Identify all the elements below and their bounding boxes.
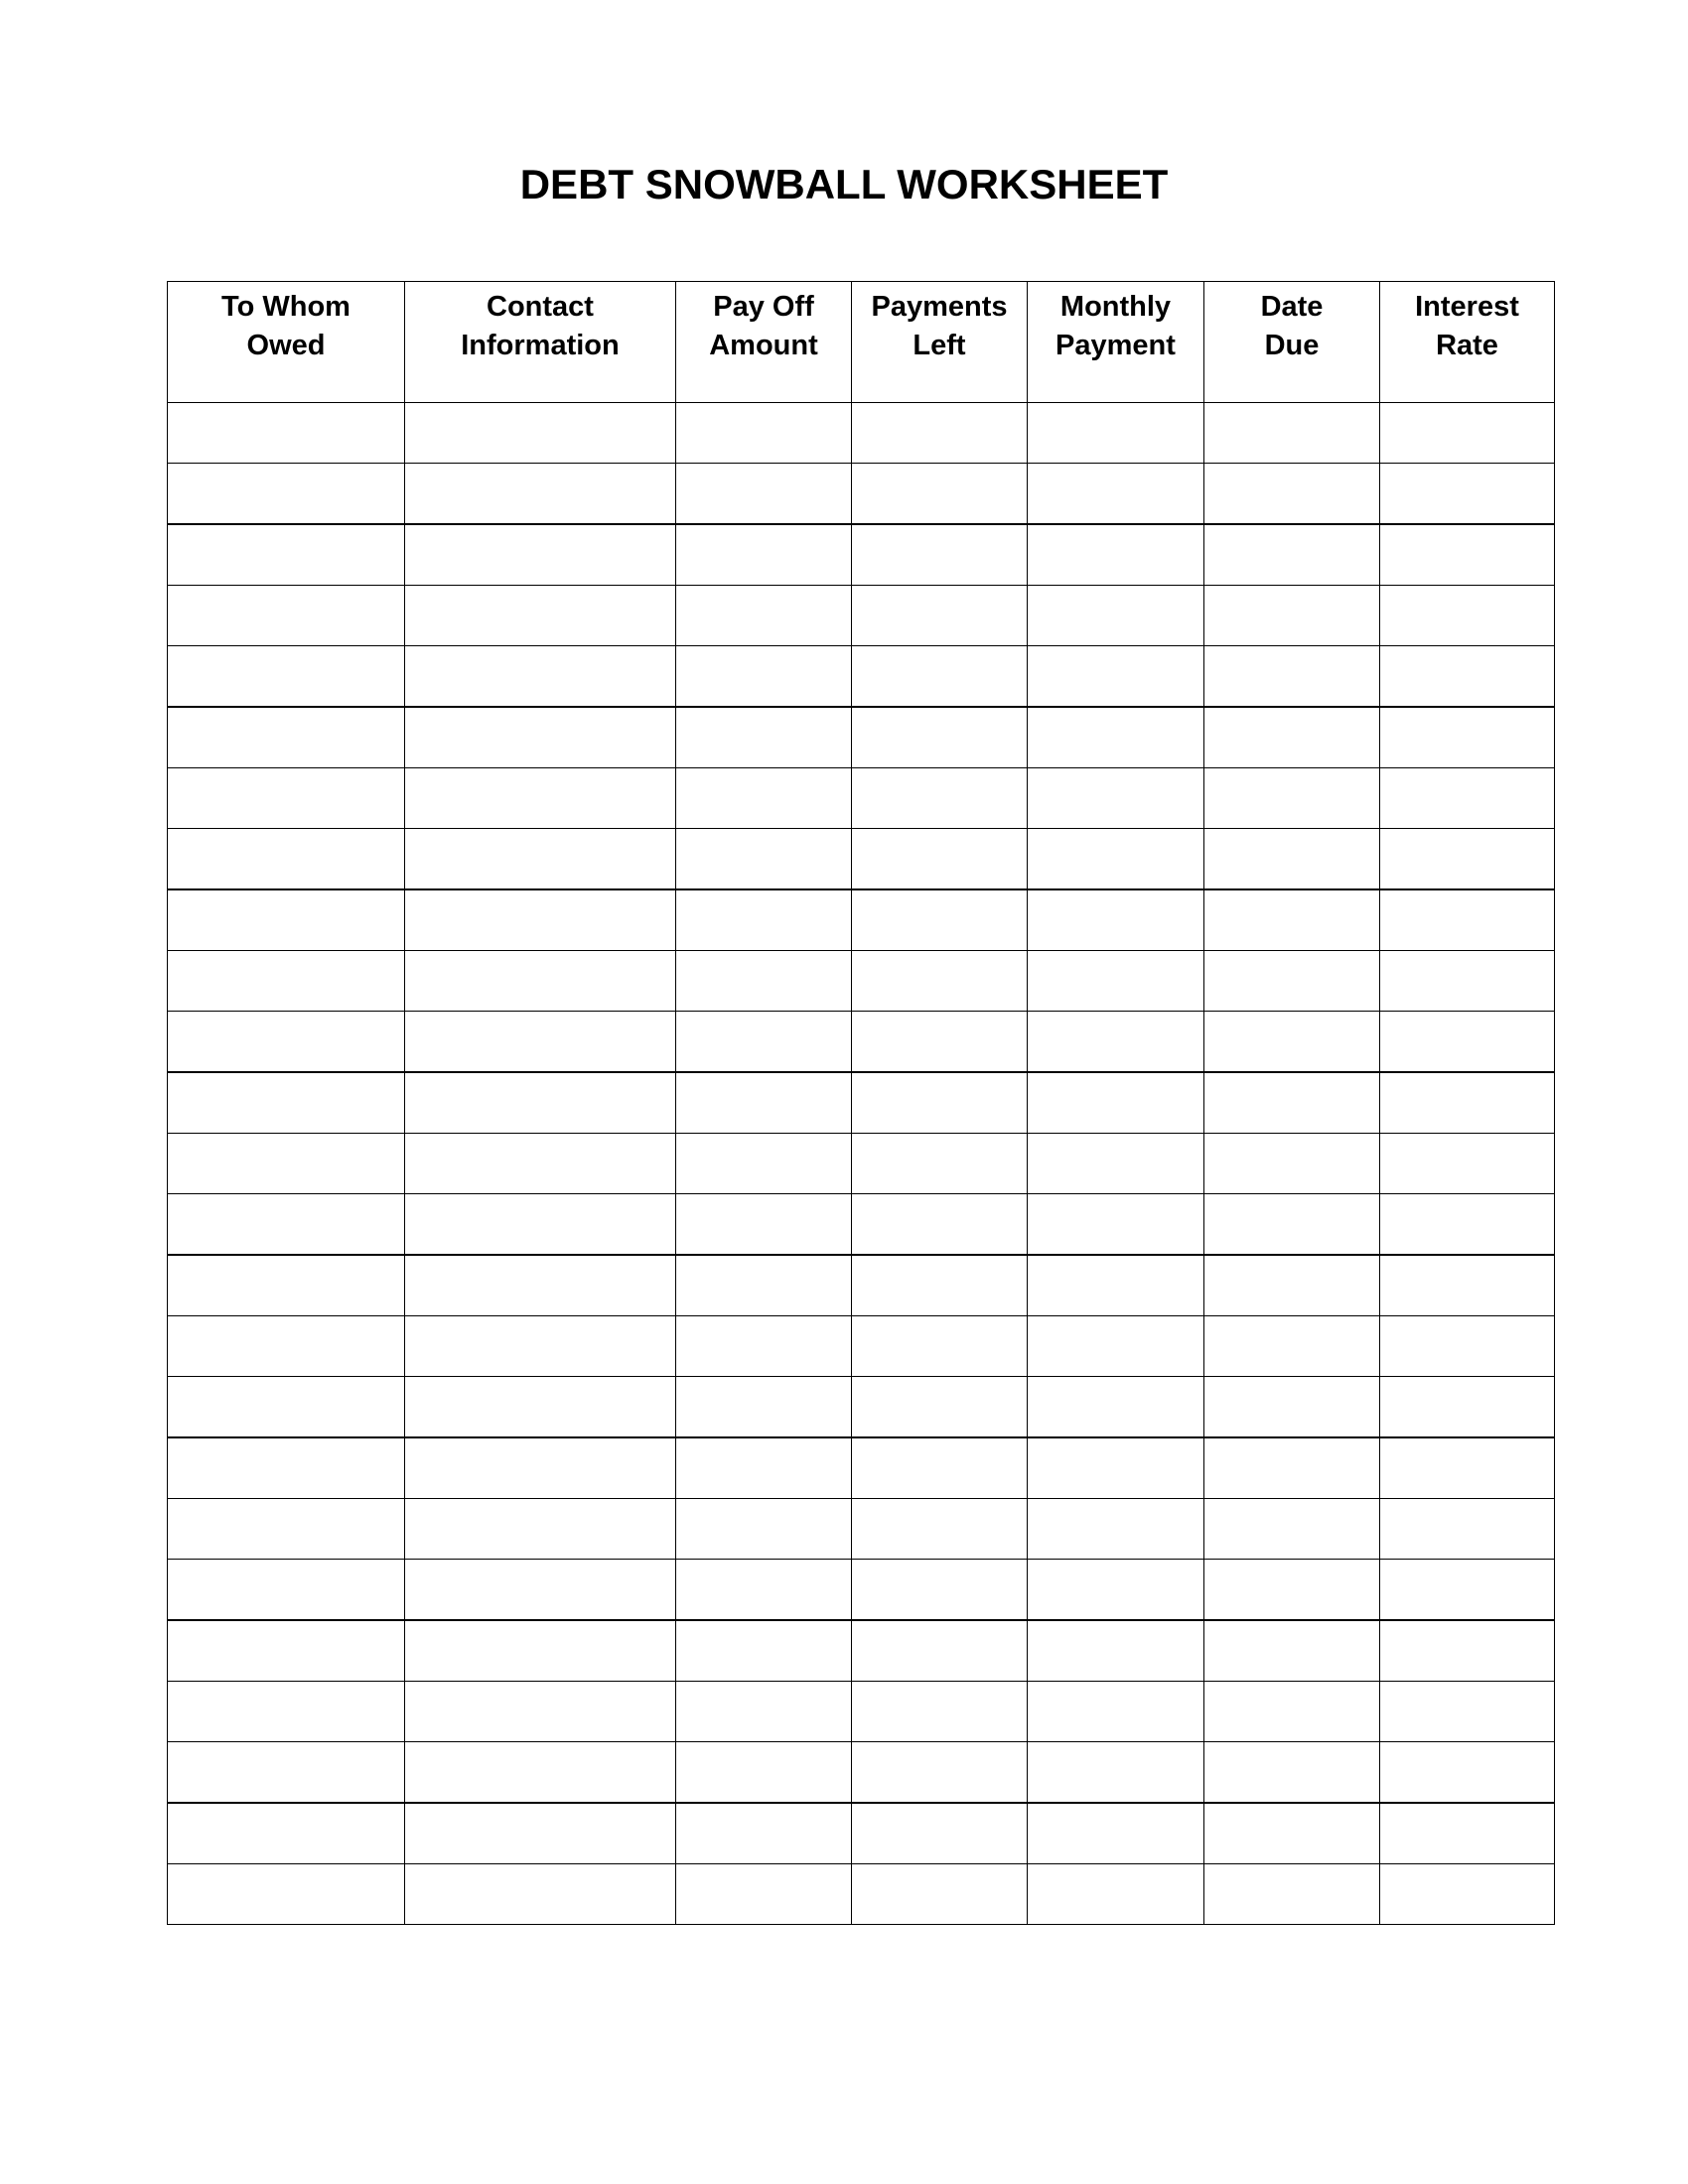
table-cell[interactable] bbox=[168, 1742, 405, 1804]
table-cell[interactable] bbox=[1028, 707, 1204, 768]
table-cell[interactable] bbox=[405, 1742, 676, 1804]
table-cell[interactable] bbox=[405, 889, 676, 951]
table-cell[interactable] bbox=[1204, 768, 1380, 829]
table-cell[interactable] bbox=[405, 1072, 676, 1134]
table-cell[interactable] bbox=[1028, 1803, 1204, 1864]
table-cell[interactable] bbox=[1204, 1803, 1380, 1864]
table-cell[interactable] bbox=[676, 1620, 852, 1682]
table-cell[interactable] bbox=[852, 1255, 1028, 1316]
table-cell[interactable] bbox=[676, 1194, 852, 1256]
table-cell[interactable] bbox=[1204, 1377, 1380, 1438]
table-cell[interactable] bbox=[1204, 646, 1380, 708]
table-cell[interactable] bbox=[1028, 646, 1204, 708]
page-title: DEBT SNOWBALL WORKSHEET bbox=[519, 161, 1169, 207]
table-cell[interactable] bbox=[405, 707, 676, 768]
table-cell[interactable] bbox=[405, 1377, 676, 1438]
table-cell[interactable] bbox=[1204, 1682, 1380, 1742]
table-cell[interactable] bbox=[168, 1864, 405, 1925]
table-cell[interactable] bbox=[1380, 707, 1555, 768]
table-cell[interactable] bbox=[1028, 768, 1204, 829]
table-cell[interactable] bbox=[1380, 1620, 1555, 1682]
table-cell[interactable] bbox=[1028, 1620, 1204, 1682]
table-cell[interactable] bbox=[852, 1437, 1028, 1499]
table-cell[interactable] bbox=[852, 889, 1028, 951]
table-cell[interactable] bbox=[676, 586, 852, 646]
table-cell[interactable] bbox=[1028, 524, 1204, 586]
table-cell[interactable] bbox=[676, 1682, 852, 1742]
table-row bbox=[168, 586, 1555, 646]
table-cell[interactable] bbox=[405, 646, 676, 708]
table-cell[interactable] bbox=[1028, 1682, 1204, 1742]
table-cell[interactable] bbox=[676, 1072, 852, 1134]
table-row bbox=[168, 1803, 1555, 1864]
table-row bbox=[168, 1437, 1555, 1499]
table-cell[interactable] bbox=[405, 1255, 676, 1316]
table-cell[interactable] bbox=[676, 829, 852, 890]
table-cell[interactable] bbox=[1028, 889, 1204, 951]
table-cell[interactable] bbox=[168, 829, 405, 890]
table-cell[interactable] bbox=[1380, 768, 1555, 829]
table-cell[interactable] bbox=[852, 646, 1028, 708]
table-cell[interactable] bbox=[1380, 1682, 1555, 1742]
table-row bbox=[168, 951, 1555, 1012]
table-cell[interactable] bbox=[1204, 403, 1380, 464]
table-cell[interactable] bbox=[852, 951, 1028, 1012]
table-cell[interactable] bbox=[405, 524, 676, 586]
table-cell[interactable] bbox=[852, 586, 1028, 646]
table-cell[interactable] bbox=[168, 646, 405, 708]
table-cell[interactable] bbox=[676, 1255, 852, 1316]
table-cell[interactable] bbox=[676, 951, 852, 1012]
table-cell[interactable] bbox=[168, 1194, 405, 1256]
table-cell[interactable] bbox=[405, 1437, 676, 1499]
table-cell[interactable] bbox=[405, 951, 676, 1012]
table-cell[interactable] bbox=[852, 1316, 1028, 1377]
table-row bbox=[168, 646, 1555, 708]
table-cell[interactable] bbox=[168, 951, 405, 1012]
debt-worksheet-table bbox=[167, 281, 1555, 1925]
table-cell[interactable] bbox=[168, 1255, 405, 1316]
table-cell[interactable] bbox=[1204, 1499, 1380, 1560]
table-cell[interactable] bbox=[405, 1620, 676, 1682]
table-cell[interactable] bbox=[676, 464, 852, 525]
table-cell[interactable] bbox=[676, 768, 852, 829]
table-cell[interactable] bbox=[405, 1560, 676, 1621]
table-cell[interactable] bbox=[1380, 1194, 1555, 1256]
table-cell[interactable] bbox=[676, 1012, 852, 1073]
table-cell[interactable] bbox=[852, 707, 1028, 768]
table-cell[interactable] bbox=[1204, 1864, 1380, 1925]
table-cell[interactable] bbox=[1028, 1437, 1204, 1499]
table-cell[interactable] bbox=[1380, 1316, 1555, 1377]
table-cell[interactable] bbox=[405, 829, 676, 890]
header-to-whom-owed: To Whom Owed bbox=[168, 282, 405, 403]
table-cell[interactable] bbox=[676, 1742, 852, 1804]
table-cell[interactable] bbox=[1380, 889, 1555, 951]
table-cell[interactable] bbox=[168, 1134, 405, 1194]
header-row bbox=[168, 282, 1555, 403]
table-cell[interactable] bbox=[168, 1437, 405, 1499]
table-cell[interactable] bbox=[1204, 1560, 1380, 1621]
table-cell[interactable] bbox=[1204, 829, 1380, 890]
header-contact-information: Contact Information bbox=[405, 282, 676, 403]
table-row bbox=[168, 1072, 1555, 1134]
table-cell[interactable] bbox=[1204, 586, 1380, 646]
table-cell[interactable] bbox=[676, 1134, 852, 1194]
table-cell[interactable] bbox=[676, 1499, 852, 1560]
table-cell[interactable] bbox=[1204, 524, 1380, 586]
table-cell[interactable] bbox=[852, 768, 1028, 829]
header-payments-left: Payments Left bbox=[852, 282, 1028, 403]
table-cell[interactable] bbox=[852, 1194, 1028, 1256]
table-cell[interactable] bbox=[168, 1803, 405, 1864]
table-cell[interactable] bbox=[1204, 1437, 1380, 1499]
table-cell[interactable] bbox=[852, 1377, 1028, 1438]
table-cell[interactable] bbox=[1380, 951, 1555, 1012]
table-cell[interactable] bbox=[1204, 951, 1380, 1012]
table-cell[interactable] bbox=[1028, 1072, 1204, 1134]
table-cell[interactable] bbox=[852, 464, 1028, 525]
table-row bbox=[168, 1012, 1555, 1073]
table-cell[interactable] bbox=[1204, 1134, 1380, 1194]
table-cell[interactable] bbox=[1028, 1134, 1204, 1194]
table-cell[interactable] bbox=[1380, 1377, 1555, 1438]
table-cell[interactable] bbox=[405, 1864, 676, 1925]
table-cell[interactable] bbox=[1204, 464, 1380, 525]
table-cell[interactable] bbox=[168, 707, 405, 768]
table-cell[interactable] bbox=[852, 1072, 1028, 1134]
table-cell[interactable] bbox=[1380, 829, 1555, 890]
table-cell[interactable] bbox=[1028, 829, 1204, 890]
table-cell[interactable] bbox=[676, 646, 852, 708]
table-cell[interactable] bbox=[1028, 1499, 1204, 1560]
table-cell[interactable] bbox=[852, 1560, 1028, 1621]
table-cell[interactable] bbox=[168, 524, 405, 586]
table-cell[interactable] bbox=[1204, 1620, 1380, 1682]
table-cell[interactable] bbox=[852, 829, 1028, 890]
table-cell[interactable] bbox=[852, 1499, 1028, 1560]
table-cell[interactable] bbox=[1028, 1255, 1204, 1316]
table-cell[interactable] bbox=[852, 524, 1028, 586]
table-cell[interactable] bbox=[168, 889, 405, 951]
table-cell[interactable] bbox=[1380, 1560, 1555, 1621]
table-cell[interactable] bbox=[1380, 1499, 1555, 1560]
table-cell[interactable] bbox=[405, 768, 676, 829]
table-cell[interactable] bbox=[1204, 707, 1380, 768]
table-cell[interactable] bbox=[1204, 1255, 1380, 1316]
table-cell[interactable] bbox=[405, 1012, 676, 1073]
table-cell[interactable] bbox=[1204, 1742, 1380, 1804]
table-cell[interactable] bbox=[168, 1682, 405, 1742]
table-cell[interactable] bbox=[852, 1134, 1028, 1194]
table-cell[interactable] bbox=[168, 1620, 405, 1682]
table-cell[interactable] bbox=[1204, 889, 1380, 951]
table-cell[interactable] bbox=[852, 1682, 1028, 1742]
table-cell[interactable] bbox=[1028, 951, 1204, 1012]
header-date-due: Date Due bbox=[1204, 282, 1380, 403]
table-cell[interactable] bbox=[1204, 1316, 1380, 1377]
table-cell[interactable] bbox=[676, 1560, 852, 1621]
table-cell[interactable] bbox=[1028, 1377, 1204, 1438]
table-row bbox=[168, 768, 1555, 829]
table-cell[interactable] bbox=[676, 1316, 852, 1377]
table-cell[interactable] bbox=[405, 1803, 676, 1864]
table-row bbox=[168, 1560, 1555, 1621]
table-cell[interactable] bbox=[852, 1742, 1028, 1804]
table-cell[interactable] bbox=[405, 1134, 676, 1194]
table-cell[interactable] bbox=[168, 1499, 405, 1560]
table-cell[interactable] bbox=[1028, 1194, 1204, 1256]
table-cell[interactable] bbox=[405, 1316, 676, 1377]
table-cell[interactable] bbox=[1204, 1072, 1380, 1134]
table-cell[interactable] bbox=[1204, 1194, 1380, 1256]
table-cell[interactable] bbox=[405, 1499, 676, 1560]
table-cell[interactable] bbox=[168, 1012, 405, 1073]
table-cell[interactable] bbox=[676, 1377, 852, 1438]
table-row bbox=[168, 1742, 1555, 1804]
table-row bbox=[168, 524, 1555, 586]
header-pay-off-amount: Pay Off Amount bbox=[676, 282, 852, 403]
table-row bbox=[168, 1255, 1555, 1316]
table-row bbox=[168, 889, 1555, 951]
header-monthly-payment: Monthly Payment bbox=[1028, 282, 1204, 403]
table-row bbox=[168, 829, 1555, 890]
table-row bbox=[168, 403, 1555, 464]
table-cell[interactable] bbox=[405, 1194, 676, 1256]
table-cell[interactable] bbox=[405, 586, 676, 646]
table-row bbox=[168, 1499, 1555, 1560]
table-cell[interactable] bbox=[852, 1620, 1028, 1682]
table-cell[interactable] bbox=[168, 1316, 405, 1377]
table-cell[interactable] bbox=[1380, 1072, 1555, 1134]
table-cell[interactable] bbox=[676, 403, 852, 464]
table-cell[interactable] bbox=[1380, 646, 1555, 708]
table-cell[interactable] bbox=[852, 403, 1028, 464]
table-cell[interactable] bbox=[168, 1072, 405, 1134]
table-cell[interactable] bbox=[1380, 524, 1555, 586]
table-cell[interactable] bbox=[1380, 1742, 1555, 1804]
table-cell[interactable] bbox=[676, 1864, 852, 1925]
table-cell[interactable] bbox=[1028, 1560, 1204, 1621]
header-interest-rate: Interest Rate bbox=[1380, 282, 1555, 403]
table-cell[interactable] bbox=[405, 464, 676, 525]
table-cell[interactable] bbox=[1204, 1012, 1380, 1073]
table-cell[interactable] bbox=[1028, 403, 1204, 464]
table-cell[interactable] bbox=[1380, 1012, 1555, 1073]
table-cell[interactable] bbox=[676, 1803, 852, 1864]
table-cell[interactable] bbox=[405, 1682, 676, 1742]
table-cell[interactable] bbox=[852, 1803, 1028, 1864]
table-row bbox=[168, 1316, 1555, 1377]
table-row bbox=[168, 1377, 1555, 1438]
table-cell[interactable] bbox=[1380, 586, 1555, 646]
table-cell[interactable] bbox=[676, 1437, 852, 1499]
worksheet-body bbox=[168, 403, 1555, 1925]
table-cell[interactable] bbox=[168, 586, 405, 646]
table-row bbox=[168, 1620, 1555, 1682]
table-cell[interactable] bbox=[1380, 1437, 1555, 1499]
table-cell[interactable] bbox=[168, 768, 405, 829]
table-cell[interactable] bbox=[405, 403, 676, 464]
table-cell[interactable] bbox=[1028, 1864, 1204, 1925]
table-cell[interactable] bbox=[676, 707, 852, 768]
table-row bbox=[168, 1682, 1555, 1742]
table-cell[interactable] bbox=[852, 1864, 1028, 1925]
table-cell[interactable] bbox=[1380, 1864, 1555, 1925]
table-row bbox=[168, 707, 1555, 768]
table-cell[interactable] bbox=[1028, 464, 1204, 525]
table-cell[interactable] bbox=[676, 889, 852, 951]
table-cell[interactable] bbox=[168, 464, 405, 525]
table-cell[interactable] bbox=[168, 403, 405, 464]
table-row bbox=[168, 464, 1555, 525]
table-cell[interactable] bbox=[1028, 1316, 1204, 1377]
table-cell[interactable] bbox=[168, 1377, 405, 1438]
table-cell[interactable] bbox=[1028, 1742, 1204, 1804]
table-cell[interactable] bbox=[676, 524, 852, 586]
table-cell[interactable] bbox=[168, 1560, 405, 1621]
table-cell[interactable] bbox=[1028, 1012, 1204, 1073]
table-row bbox=[168, 1864, 1555, 1925]
table-row bbox=[168, 1194, 1555, 1256]
table-cell[interactable] bbox=[1380, 1134, 1555, 1194]
table-cell[interactable] bbox=[1380, 403, 1555, 464]
table-cell[interactable] bbox=[1028, 586, 1204, 646]
table-cell[interactable] bbox=[1380, 1803, 1555, 1864]
table-row bbox=[168, 1134, 1555, 1194]
table-cell[interactable] bbox=[1380, 464, 1555, 525]
table-cell[interactable] bbox=[852, 1012, 1028, 1073]
table-cell[interactable] bbox=[1380, 1255, 1555, 1316]
